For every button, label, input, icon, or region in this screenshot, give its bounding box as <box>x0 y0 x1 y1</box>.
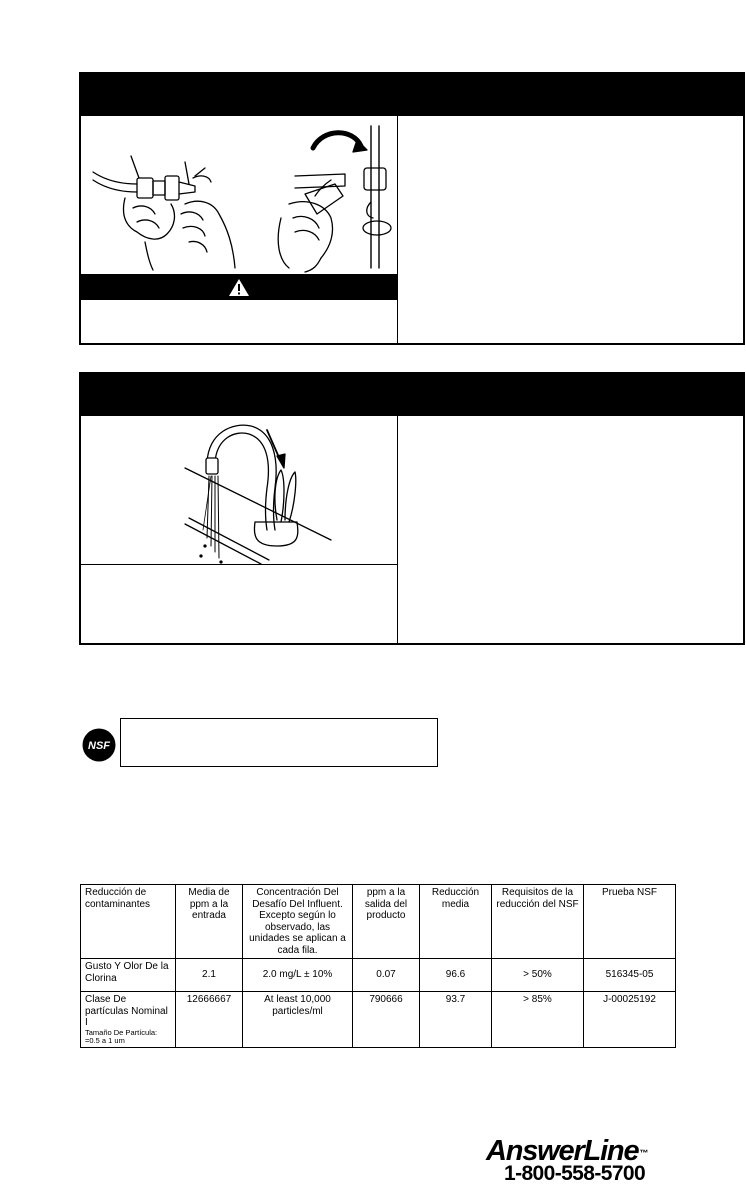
table-header-cell: Reducción media <box>420 885 492 959</box>
table-header-cell: Media de ppm a la entrada <box>176 885 243 959</box>
step-box-2-illustration-separator <box>81 564 398 565</box>
nsf-logo-text: NSF <box>88 740 110 752</box>
influent-cell: 2.1 <box>176 959 243 992</box>
reduction-cell: 96.6 <box>420 959 492 992</box>
challenge-cell: At least 10,000 particles/ml <box>243 992 353 1048</box>
fitting-assembly-illustration <box>85 118 397 274</box>
step-box-2-header <box>81 374 743 416</box>
step-box-1 <box>79 72 745 345</box>
contaminant-cell <box>81 992 176 1048</box>
table-header-cell: Concentración Del Desafío Del Influent. Excepto según lo observado, las unidades se aplican a cada fila. <box>243 885 353 959</box>
warning-triangle-icon <box>228 278 250 297</box>
test-cell: 516345-05 <box>584 959 676 992</box>
step-box-2-divider <box>397 416 398 643</box>
faucet-dispensing-illustration <box>181 418 397 564</box>
test-cell: J-00025192 <box>584 992 676 1048</box>
trademark-symbol: ™ <box>639 1148 648 1158</box>
table-row <box>81 959 676 992</box>
particle-size-note: Tamaño De Partícula: =0.5 a 1 um <box>85 1027 158 1045</box>
table-header-row <box>81 885 676 959</box>
table-row <box>81 992 676 1048</box>
table-header-cell: Requisitos de la reducción del NSF <box>492 885 584 959</box>
contaminant-name: Clase De partículas Nominal I <box>85 994 168 1028</box>
answerline-phone: 1-800-558-5700 <box>504 1162 646 1185</box>
nsf-certification-box <box>120 718 438 767</box>
table-header-cell: ppm a la salida del producto <box>353 885 420 959</box>
performance-data-table <box>80 884 676 1048</box>
influent-cell: 12666667 <box>176 992 243 1048</box>
step-box-1-header <box>81 74 743 116</box>
caution-bar <box>81 274 397 300</box>
reduction-cell: 93.7 <box>420 992 492 1048</box>
table-header-cell: Prueba NSF <box>584 885 676 959</box>
requirement-cell: > 50% <box>492 959 584 992</box>
step-box-2 <box>79 372 745 645</box>
contaminant-cell: Gusto Y Olor De la Clorina <box>81 959 176 992</box>
effluent-cell: 0.07 <box>353 959 420 992</box>
answerline-name: AnswerLine <box>486 1135 639 1167</box>
nsf-logo <box>82 728 116 762</box>
requirement-cell: > 85% <box>492 992 584 1048</box>
table-header-cell: Reducción de contaminantes <box>81 885 176 959</box>
answerline-brand <box>470 1130 690 1185</box>
step-box-1-divider <box>397 116 398 343</box>
effluent-cell: 790666 <box>353 992 420 1048</box>
challenge-cell: 2.0 mg/L ± 10% <box>243 959 353 992</box>
